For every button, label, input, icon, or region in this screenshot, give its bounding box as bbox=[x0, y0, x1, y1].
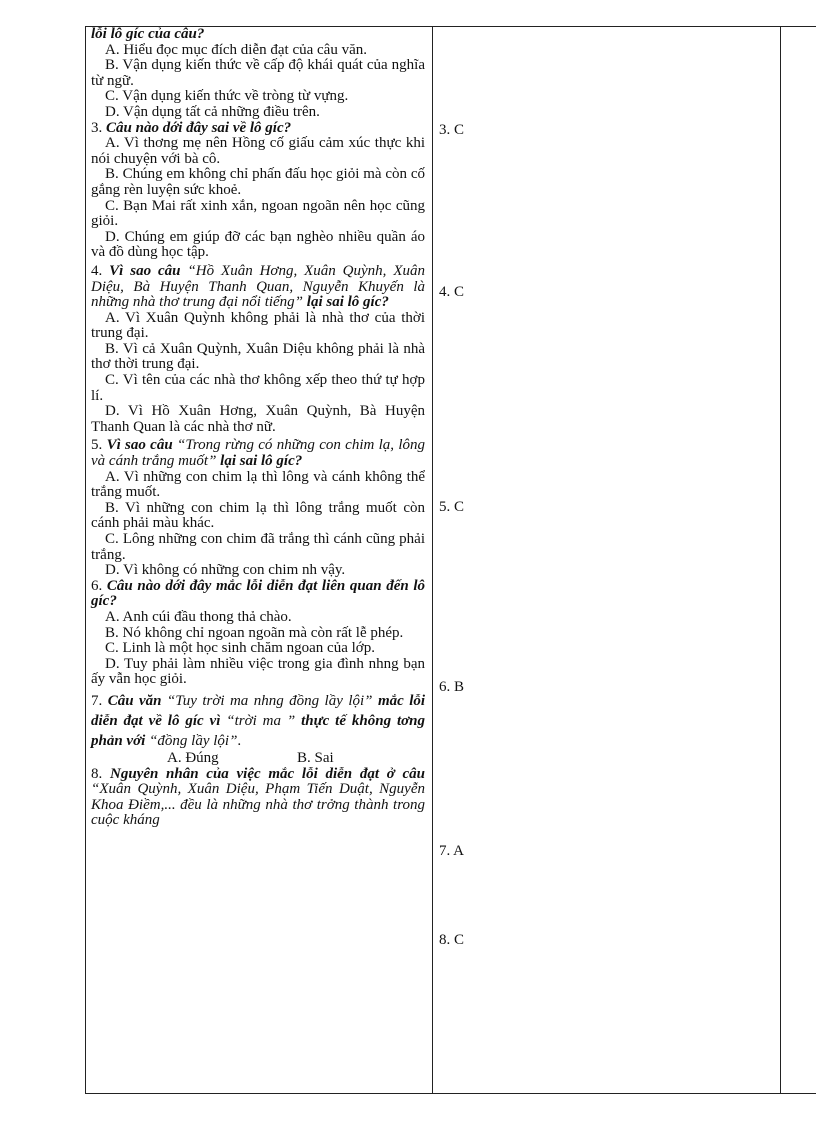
q2-option-b: B. Vận dụng kiến thức về cấp độ khái quát của nghĩa từ ngữ. bbox=[91, 57, 425, 89]
q4-option-d: D. Vì Hồ Xuân Hơng, Xuân Quỳnh, Bà Huyện Thanh Quan là các nhà thơ nữ. bbox=[91, 403, 425, 435]
q5-option-c: C. Lông những con chim đã trắng thì cánh cũng phải trắng. bbox=[91, 531, 425, 563]
q3-option-a: A. Vì thơng mẹ nên Hồng cố giấu cảm xúc thực khi nói chuyện với bà cô. bbox=[91, 135, 425, 167]
q7-options bbox=[91, 751, 425, 767]
q3-option-d: D. Chúng em giúp đỡ các bạn nghèo nhiều quần áo và đồ dùng học tập. bbox=[91, 228, 425, 261]
q2-option-d: D. Vận dụng tất cả những điều trên. bbox=[105, 103, 320, 120]
q4-option-a: A. Vì Xuân Quỳnh không phải là nhà thơ của thời trung đại. bbox=[91, 309, 425, 342]
answer-5: 5. C bbox=[439, 499, 465, 515]
q4-question: 4. Vì sao câu “Hồ Xuân Hơng, Xuân Quỳnh, Xuân Diệu, Bà Huyện Thanh Quan, Nguyễn Khuyến là những nhà thơ trung đại nổi tiếng” lại sai lô gíc? bbox=[91, 262, 426, 311]
q6-option-b: B. Nó không chỉ ngoan ngoãn mà còn rất lễ phép. bbox=[105, 624, 404, 641]
q5-option-a: A. Vì những con chim lạ thì lông và cánh không thể trắng muốt. bbox=[91, 468, 425, 501]
answer-table bbox=[85, 26, 816, 1094]
q2-option-c: C. Vận dụng kiến thức về tròng từ vựng. bbox=[105, 88, 349, 105]
q2-tail: lỗi lô gíc của câu? bbox=[91, 26, 205, 42]
q2-option-a: A. Hiểu đọc mục đích diễn đạt của câu văn. bbox=[105, 41, 367, 58]
q6-option-a: A. Anh cúi đầu thong thả chào. bbox=[105, 608, 292, 625]
q7-question: 7. Câu văn “Tuy trời ma nhng đồng lầy lội” mắc lỗi diễn đạt về lô gíc vì “trời ma ” thực tế không tơng phản với “đồng lầy lội”. bbox=[91, 692, 426, 749]
q4-option-b: B. Vì cả Xuân Quỳnh, Xuân Diệu không phải là nhà thơ thời trung đại. bbox=[91, 340, 425, 373]
q3-option-c: C. Bạn Mai rất xinh xắn, ngoan ngoãn nên học cũng giỏi. bbox=[91, 197, 425, 230]
q3-option-b: B. Chúng em không chỉ phấn đấu học giỏi mà còn cố gắng rèn luyện sức khoẻ. bbox=[91, 166, 425, 198]
q5-option-b: B. Vì những con chim lạ thì lông trắng muốt còn cánh phải màu khác. bbox=[91, 499, 425, 532]
answer-8: 8. C bbox=[439, 932, 465, 948]
q6-option-d: D. Tuy phải làm nhiều việc trong gia đình nhng bạn ấy vẫn học giỏi. bbox=[91, 655, 425, 688]
q6-option-c: C. Linh là một học sinh chăm ngoan của lớp. bbox=[105, 640, 375, 657]
answer-3: 3. C bbox=[439, 122, 465, 138]
q5-question: 5. Vì sao câu “Trong rừng có những con chim lạ, lông và cánh trắng muốt” lại sai lô gíc? bbox=[91, 437, 426, 470]
questions-column bbox=[85, 27, 431, 829]
q6-question: 6. Câu nào dới đây mắc lỗi diễn đạt liên quan đến lô gíc? bbox=[91, 577, 425, 610]
q3-question: 3. Câu nào dới đây sai về lô gíc? bbox=[91, 119, 292, 136]
q7-option-a: A. Đúng bbox=[167, 749, 219, 766]
table-divider-1 bbox=[432, 27, 433, 1093]
table-divider-2 bbox=[780, 27, 781, 1093]
answer-6: 6. B bbox=[439, 679, 465, 695]
q4-option-c: C. Vì tên của các nhà thơ không xếp theo thứ tự hợp lí. bbox=[91, 372, 425, 404]
answer-7: 7. A bbox=[439, 843, 465, 859]
q5-option-d: D. Vì không có những con chim nh vậy. bbox=[105, 562, 346, 579]
answer-4: 4. C bbox=[439, 284, 465, 300]
q8-question: 8. Nguyên nhân của việc mắc lỗi diễn đạt ở câu “Xuân Quỳnh, Xuân Diệu, Phạm Tiến Duật, Nguyễn Khoa Điềm,... đều là những nhà thơ trởng thành trong cuộc kháng bbox=[91, 765, 426, 829]
q7-option-b: B. Sai bbox=[297, 749, 334, 766]
